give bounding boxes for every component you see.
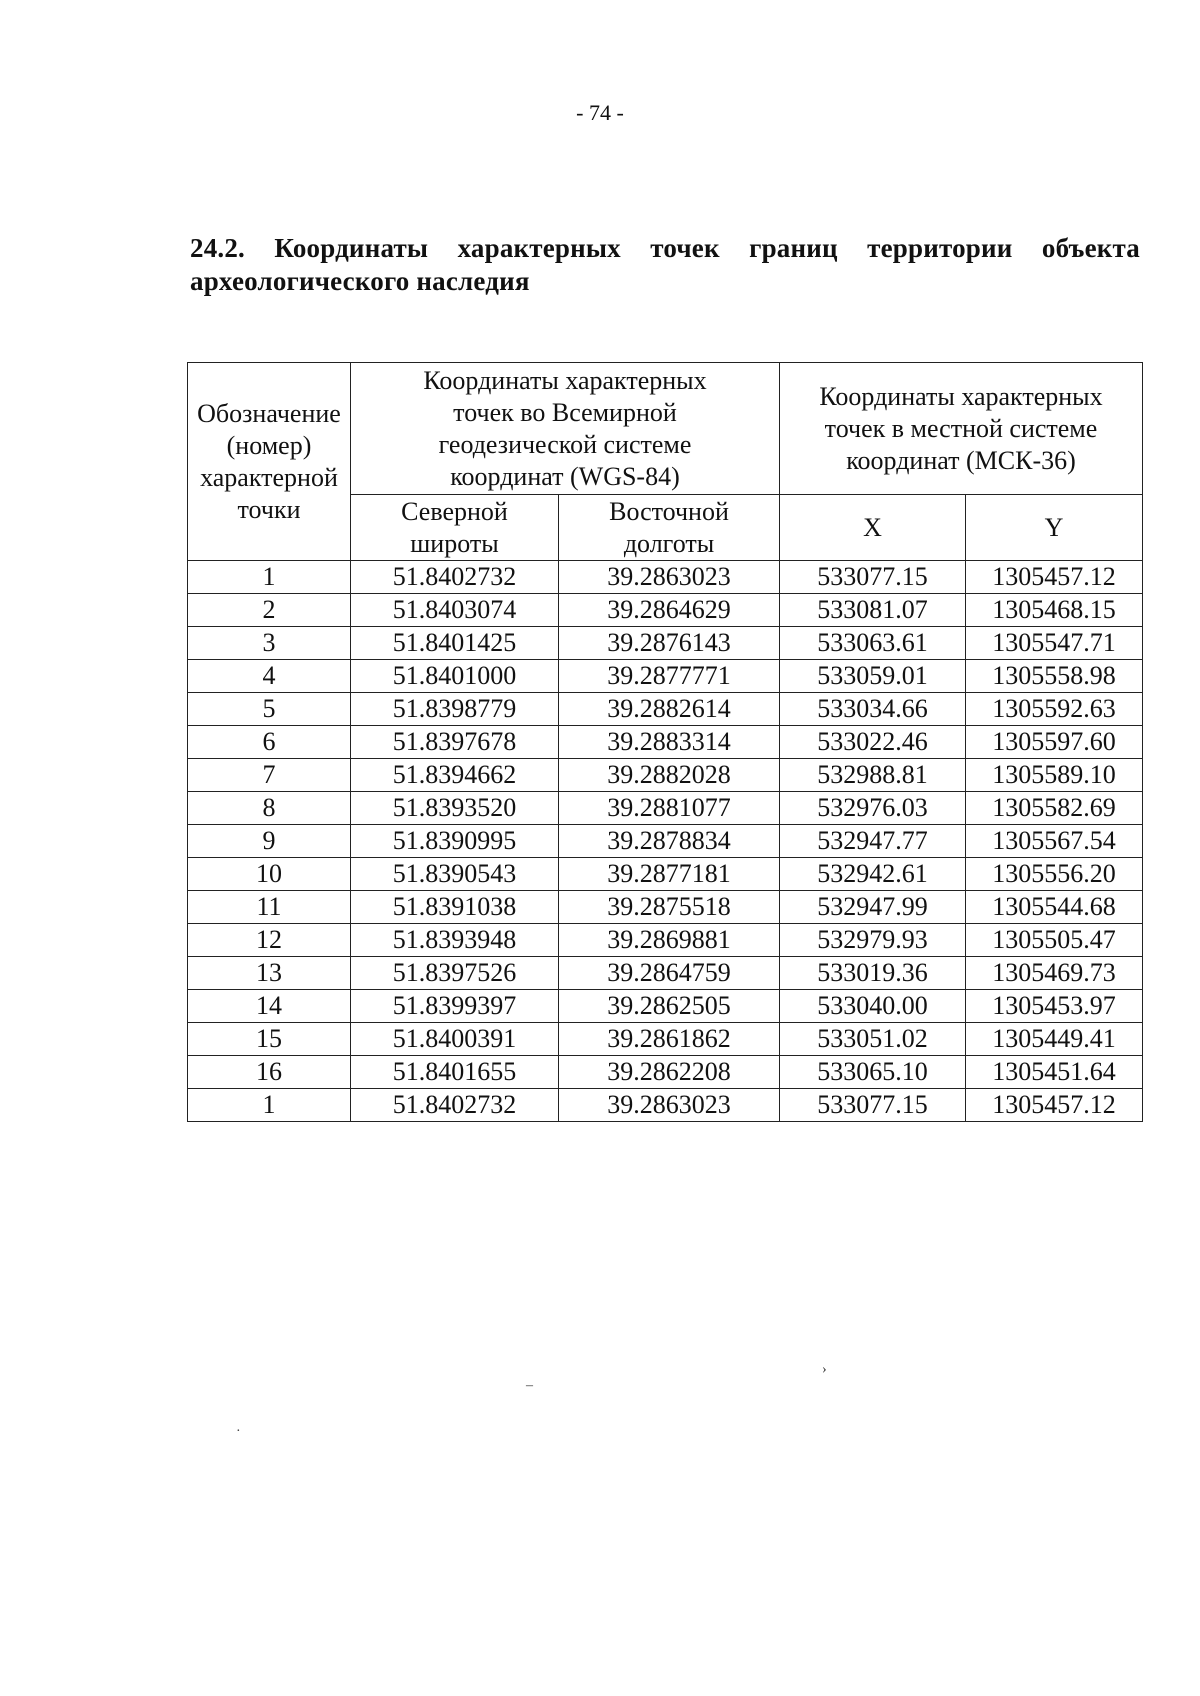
table-row [188,1056,1143,1089]
east-longitude-cell: 39.2877181 [559,858,780,891]
x-cell: 533022.46 [780,726,966,759]
table-row [188,825,1143,858]
east-longitude-cell: 39.2869881 [559,924,780,957]
north-latitude-cell: 51.8402732 [351,561,559,594]
table-row [188,1023,1143,1056]
point-number-cell: 1 [188,561,351,594]
point-number-cell: 3 [188,627,351,660]
table-row [188,759,1143,792]
y-cell: 1305547.71 [966,627,1143,660]
x-cell: 533077.15 [780,561,966,594]
east-longitude-cell: 39.2876143 [559,627,780,660]
x-cell: 532947.99 [780,891,966,924]
north-latitude-cell: 51.8397526 [351,957,559,990]
point-number-cell: 4 [188,660,351,693]
north-latitude-cell: 51.8393948 [351,924,559,957]
table-row [188,660,1143,693]
point-number-cell: 15 [188,1023,351,1056]
east-longitude-cell: 39.2877771 [559,660,780,693]
north-latitude-cell: 51.8393520 [351,792,559,825]
east-longitude-cell: 39.2883314 [559,726,780,759]
table-row [188,990,1143,1023]
point-number-cell: 10 [188,858,351,891]
point-number-cell: 2 [188,594,351,627]
x-cell: 533065.10 [780,1056,966,1089]
table-row [188,957,1143,990]
x-cell: 533019.36 [780,957,966,990]
point-number-cell: 14 [188,990,351,1023]
point-number-cell: 16 [188,1056,351,1089]
x-cell: 533040.00 [780,990,966,1023]
y-cell: 1305449.41 [966,1023,1143,1056]
north-latitude-cell: 51.8394662 [351,759,559,792]
y-cell: 1305589.10 [966,759,1143,792]
page-number: - 74 - [576,100,624,125]
y-cell: 1305556.20 [966,858,1143,891]
y-cell: 1305592.63 [966,693,1143,726]
section-heading: 24.2. Координаты характерных точек границ территории объекта археологического наследия [190,233,1140,296]
x-cell: 532988.81 [780,759,966,792]
header-north-latitude: Северной широты [351,495,559,561]
north-latitude-cell: 51.8390995 [351,825,559,858]
y-cell: 1305453.97 [966,990,1143,1023]
point-number-cell: 12 [188,924,351,957]
point-number-cell: 1 [188,1089,351,1122]
x-cell: 533081.07 [780,594,966,627]
header-point-designation: Обозначение (номер) характерной точки [188,363,351,561]
table-body [188,561,1143,1122]
point-number-cell: 13 [188,957,351,990]
table-row [188,891,1143,924]
table-row [188,726,1143,759]
point-number-cell: 8 [188,792,351,825]
east-longitude-cell: 39.2861862 [559,1023,780,1056]
x-cell: 532976.03 [780,792,966,825]
scan-mark: ‒ [526,1378,533,1393]
north-latitude-cell: 51.8403074 [351,594,559,627]
table-row [188,561,1143,594]
east-longitude-cell: 39.2862208 [559,1056,780,1089]
point-number-cell: 9 [188,825,351,858]
header-y: Y [966,495,1143,561]
east-longitude-cell: 39.2862505 [559,990,780,1023]
y-cell: 1305567.54 [966,825,1143,858]
north-latitude-cell: 51.8390543 [351,858,559,891]
header-east-longitude: Восточной долготы [559,495,780,561]
north-latitude-cell: 51.8391038 [351,891,559,924]
north-latitude-cell: 51.8401655 [351,1056,559,1089]
north-latitude-cell: 51.8402732 [351,1089,559,1122]
table-row [188,858,1143,891]
y-cell: 1305451.64 [966,1056,1143,1089]
north-latitude-cell: 51.8401000 [351,660,559,693]
east-longitude-cell: 39.2875518 [559,891,780,924]
table-row [188,1089,1143,1122]
east-longitude-cell: 39.2882028 [559,759,780,792]
y-cell: 1305457.12 [966,1089,1143,1122]
point-number-cell: 6 [188,726,351,759]
point-number-cell: 5 [188,693,351,726]
x-cell: 533059.01 [780,660,966,693]
y-cell: 1305457.12 [966,561,1143,594]
scan-mark: · [236,1424,241,1439]
x-cell: 532947.77 [780,825,966,858]
table-row [188,627,1143,660]
north-latitude-cell: 51.8401425 [351,627,559,660]
north-latitude-cell: 51.8398779 [351,693,559,726]
y-cell: 1305469.73 [966,957,1143,990]
table-row [188,924,1143,957]
y-cell: 1305505.47 [966,924,1143,957]
scan-mark: › [822,1362,827,1377]
east-longitude-cell: 39.2882614 [559,693,780,726]
coordinates-table [187,362,1143,1122]
point-number-cell: 7 [188,759,351,792]
x-cell: 532979.93 [780,924,966,957]
x-cell: 532942.61 [780,858,966,891]
y-cell: 1305597.60 [966,726,1143,759]
y-cell: 1305558.98 [966,660,1143,693]
table-row [188,792,1143,825]
east-longitude-cell: 39.2863023 [559,1089,780,1122]
header-wgs84-group: Координаты характерных точек во Всемирной геодезической системе координат (WGS-84) [351,363,780,495]
header-msk36-group: Координаты характерных точек в местной системе координат (МСК-36) [780,363,1143,495]
north-latitude-cell: 51.8397678 [351,726,559,759]
y-cell: 1305582.69 [966,792,1143,825]
x-cell: 533077.15 [780,1089,966,1122]
east-longitude-cell: 39.2864629 [559,594,780,627]
x-cell: 533063.61 [780,627,966,660]
point-number-cell: 11 [188,891,351,924]
north-latitude-cell: 51.8400391 [351,1023,559,1056]
east-longitude-cell: 39.2881077 [559,792,780,825]
north-latitude-cell: 51.8399397 [351,990,559,1023]
table-row [188,594,1143,627]
east-longitude-cell: 39.2878834 [559,825,780,858]
x-cell: 533051.02 [780,1023,966,1056]
x-cell: 533034.66 [780,693,966,726]
header-x: X [780,495,966,561]
east-longitude-cell: 39.2863023 [559,561,780,594]
y-cell: 1305544.68 [966,891,1143,924]
table-row [188,693,1143,726]
y-cell: 1305468.15 [966,594,1143,627]
east-longitude-cell: 39.2864759 [559,957,780,990]
